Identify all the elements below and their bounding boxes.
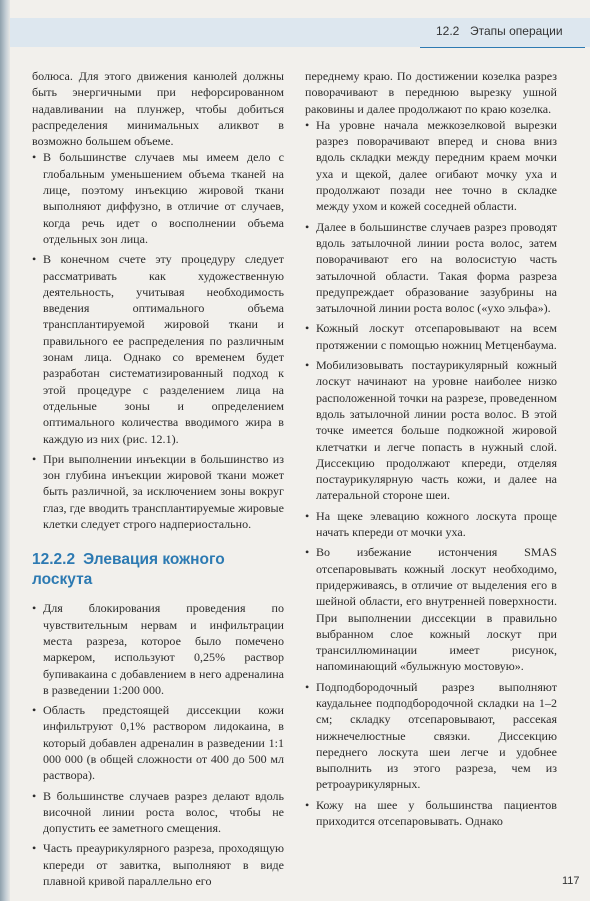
right-column — [305, 68, 557, 833]
section-heading-title: Элевация кожного лоскута — [32, 551, 225, 589]
list-item: • В большинстве случаев разрез делают вдоль височной линии роста волос, чтобы не допустить ее заметного смещения. — [32, 788, 284, 837]
list-item: • Мобилизовывать постаурикулярный кожный лоскут начинают на уровне наиболее низко расположенной точки на разрезе, проведенном вдоль затылочной линии роста волос. В этой точке имеется больше подкожной жировой клетчатки и легче попасть в нужный слой. Диссекцию продолжают кпереди, отделяя постаурикулярную часть кожи, и далее на латеральной стороне шеи. — [305, 357, 557, 504]
list-item: • Далее в большинстве случаев разрез проводят вдоль затылочной линии роста волос, затем поворачивают его на волосистую часть затылочной области. Такая форма разреза предупреждает образование зазубрины на затылочной линии роста волос («ухо эльфа»). — [305, 219, 557, 317]
running-header-section-title: Этапы операции — [470, 24, 563, 38]
list-item: • Кожный лоскут отсепаровывают на всем протяжении с помощью ножниц Метценбаума. — [305, 320, 557, 353]
header-rule — [420, 47, 585, 48]
continuation-paragraph: переднему краю. По достижении козелка разрез поворачивают в переднюю вырезку ушной раковины и далее продолжают по краю козелка. — [305, 69, 557, 116]
left-column — [32, 68, 284, 893]
list-item: • Подподбородочный разрез выполняют каудальнее подподбородочной складки на 1–2 см; складку отсепаровывают, рассекая нижнечелюстные связки. Диссекцию переднего лоскута шеи легче и удобнее выполнить из этого разреза, чем из ретроаурикулярных. — [305, 679, 557, 793]
list-item: • Кожу на шее у большинства пациентов приходится отсепаровывать. Однако — [305, 797, 557, 830]
list-item: • Часть преаурикулярного разреза, проходящую кпереди от завитка, выполняют в виде плавной кривой параллельно его — [32, 840, 284, 889]
page-number: 117 — [562, 875, 580, 887]
list-item: • Для блокирования проведения по чувствительным нервам и инфильтрации места разреза, которое было помечено маркером, используют 0,25% раствор бупивакаина с добавлением в него адреналина в разведении 1:200 000. — [32, 600, 284, 698]
list-item: • Во избежание истончения SMAS отсепаровывать кожный лоскут необходимо, придерживаясь, в отличие от выделения его в шейной области, его внутренней поверхности. При выполнении диссекции в правильно выбранном слое кожный лоскут при трансиллюминации имеет рисунок, напоминающий «булыжную мостовую». — [305, 544, 557, 674]
continuation-paragraph: болюса. Для этого движения канюлей должны быть энергичными при нефорсированном надавливании на плунжер, чтобы добиться распределения минимальных аликвот в возможно большем объеме. — [32, 69, 284, 149]
list-item: • В конечном счете эту процедуру следует рассматривать как художественную деятельность, учитывая необходимость введения оптимального объема трансплантируемой жировой ткани и правильного ее распределения по различным зонам лица. Однако со временем будет разработан систематизированный подход к этой процедуре с разделением лица на отдельные зоны и определением оптимального количества вводимого жира в каждую из них (рис. 12.1). — [32, 251, 284, 447]
list-item: • На уровне начала межкозелковой вырезки разрез поворачивают вперед и снова вниз вдоль складки между передним краем мочки уха и щекой, далее огибают мочку уха и продолжают позади нее точно в складке между ухом и кожей соседней области. — [305, 117, 557, 215]
list-item: • На щеке элевацию кожного лоскута проще начать кпереди от мочки уха. — [305, 508, 557, 541]
book-binding-shadow — [0, 0, 10, 901]
list-item: • Область предстоящей диссекции кожи инфильтруют 0,1% раствором лидокаина, в который добавлен адреналин в разведении 1:1 000 000 (в общей сложности от 400 до 500 мл раствора). — [32, 702, 284, 783]
section-heading — [32, 550, 284, 590]
list-item: • В большинстве случаев мы имеем дело с глобальным уменьшением объема тканей на лице, поэтому инъекцию жировой ткани выполняют диффузно, в отличие от случаев, когда речь идет о восполнении объема отдельных зон лица. — [32, 149, 284, 247]
running-header-section-number: 12.2 — [436, 24, 460, 38]
section-heading-number: 12.2.2 — [32, 551, 76, 569]
list-item: • При выполнении инъекции в большинство из зон глубина инъекции жировой ткани может быть различной, за исключением зоны вокруг глаз, где вводить трансплантируемые жировые клетки следует строго надпериостально. — [32, 451, 284, 532]
